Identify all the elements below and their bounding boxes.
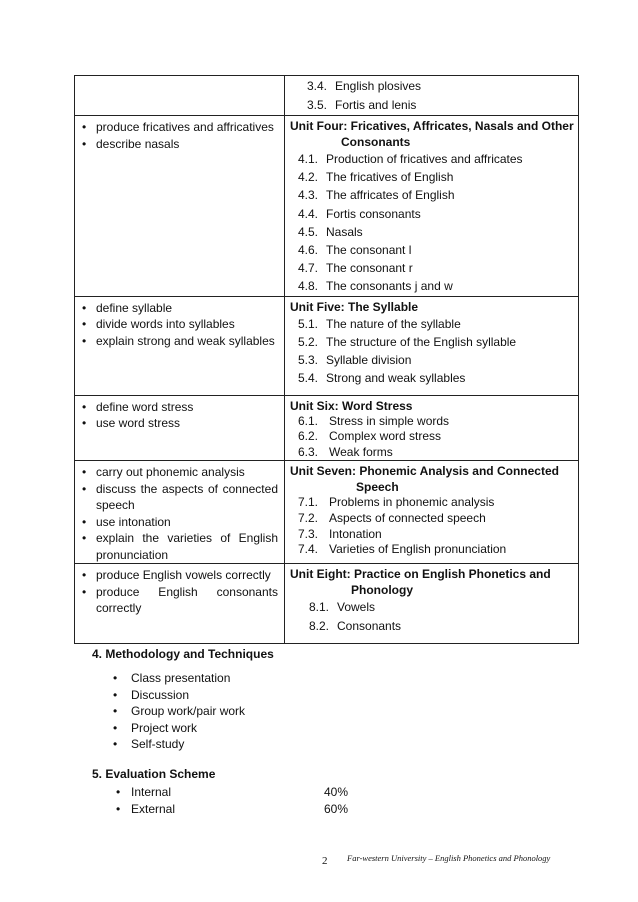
topic-number: 7.1. (298, 495, 319, 510)
topic-text: Nasals (326, 224, 363, 239)
contents-cell (285, 461, 579, 564)
objective-item: • discuss the aspects of connected speech (81, 481, 278, 514)
topic-number: 5.1. (298, 316, 319, 331)
topic-item (298, 445, 578, 461)
evaluation-value: 60% (324, 802, 349, 816)
table-row (75, 564, 579, 644)
methodology-item: • Group work/pair work (105, 703, 245, 720)
topic-number: 4.8. (298, 279, 319, 294)
objectives-cell (75, 116, 285, 297)
objectives-cell (75, 395, 285, 461)
topic-text: Weak forms (329, 444, 393, 459)
topic-item (307, 77, 578, 96)
topic-item (307, 96, 578, 115)
topic-text: The nature of the syllable (326, 316, 461, 331)
objectives-cell (75, 564, 285, 644)
topic-item (298, 277, 578, 295)
table-row (75, 116, 579, 297)
unit-title (285, 299, 578, 315)
topic-item (298, 241, 578, 259)
topic-text: Fortis and lenis (335, 97, 417, 112)
topic-number: 5.2. (298, 334, 319, 349)
evaluation-heading: 5. Evaluation Scheme (92, 767, 216, 781)
topic-text: Syllable division (326, 353, 412, 368)
objectives-list (75, 300, 284, 350)
unit-topics-list (285, 315, 578, 388)
methodology-heading: 4. Methodology and Techniques (92, 647, 274, 661)
table-row (75, 296, 579, 395)
methodology-list (105, 670, 245, 753)
unit-title-text: Unit Four: Fricatives, Affricates, Nasals and Other (290, 119, 574, 133)
topic-item (298, 168, 578, 186)
bullet-icon: • (116, 785, 121, 799)
topic-text: Problems in phonemic analysis (329, 495, 495, 510)
topic-item (298, 205, 578, 223)
topic-item (298, 333, 578, 351)
unit-topics-list (285, 150, 578, 296)
topic-text: Aspects of connected speech (329, 511, 486, 525)
topic-item (309, 598, 578, 617)
topic-number: 7.4. (298, 542, 319, 557)
topic-text: Varieties of English pronunciation (329, 542, 507, 557)
contents-cell (285, 395, 579, 461)
topic-item (298, 414, 578, 430)
topic-item (298, 527, 578, 543)
topic-number: 4.7. (298, 261, 319, 276)
objectives-cell (75, 461, 285, 564)
syllabus-table-body (75, 76, 579, 644)
topic-number: 6.3. (298, 444, 319, 459)
table-row (75, 461, 579, 564)
objectives-list (75, 567, 284, 617)
topic-text: Complex word stress (329, 429, 442, 444)
unit-topics-list (285, 77, 578, 114)
topic-number: 7.3. (298, 526, 319, 541)
topic-item (298, 351, 578, 369)
topic-item (298, 511, 578, 527)
topic-number: 4.2. (298, 170, 319, 185)
topic-item (298, 315, 578, 333)
topic-item (298, 223, 578, 241)
methodology-item: • Class presentation (105, 670, 245, 687)
topic-text: The consonant r (326, 261, 413, 276)
topic-number: 7.2. (298, 511, 319, 525)
objectives-cell (75, 76, 285, 116)
topic-text: The consonant l (326, 243, 412, 258)
objective-item: • define syllable (81, 300, 278, 317)
topic-number: 5.4. (298, 371, 319, 386)
objective-item: • define word stress (81, 399, 278, 416)
unit-title (285, 118, 578, 150)
methodology-item: • Discussion (105, 687, 245, 704)
topic-number: 4.3. (298, 188, 319, 203)
objective-item: • produce English vowels correctly (81, 567, 278, 584)
evaluation-label: External (131, 802, 176, 816)
topic-text: Stress in simple words (329, 413, 450, 428)
objectives-cell (75, 296, 285, 395)
objectives-list (75, 119, 284, 152)
objective-item: • explain strong and weak syllables (81, 333, 278, 350)
topic-number: 6.1. (298, 413, 319, 428)
topic-item (298, 369, 578, 387)
bullet-icon: • (116, 802, 121, 816)
unit-title-text: Unit Six: Word Stress (290, 398, 413, 413)
topic-text: English plosives (335, 79, 422, 93)
unit-title-text: Unit Five: The Syllable (290, 299, 419, 314)
topic-text: The fricatives of English (326, 170, 454, 185)
unit-topics-list (285, 598, 578, 635)
methodology-item: • Project work (105, 720, 245, 737)
topic-number: 4.1. (298, 152, 319, 166)
topic-item (298, 186, 578, 204)
topic-number: 6.2. (298, 429, 319, 444)
evaluation-value: 40% (324, 785, 349, 799)
topic-text: Strong and weak syllables (326, 371, 466, 386)
topic-number: 4.5. (298, 224, 319, 239)
objective-item: • use word stress (81, 415, 278, 432)
unit-title (285, 463, 578, 495)
unit-title-text: Unit Eight: Practice on English Phonetics and (290, 567, 551, 582)
topic-item (309, 617, 578, 636)
contents-cell (285, 296, 579, 395)
objective-item: • use intonation (81, 514, 278, 531)
unit-title-continuation: Consonants (341, 135, 411, 149)
objective-item: • produce fricatives and affricatives (81, 119, 278, 136)
topic-item (298, 495, 578, 511)
topic-number: 5.3. (298, 353, 319, 368)
topic-text: Production of fricatives and affricates (326, 152, 523, 166)
topic-text: The affricates of English (326, 188, 455, 203)
objective-item: • describe nasals (81, 136, 278, 153)
objective-item: • explain the varieties of English pronunciation (81, 530, 278, 563)
unit-title-continuation: Phonology (351, 583, 413, 598)
topic-text: Consonants (337, 618, 402, 633)
unit-title-continuation: Speech (356, 480, 399, 495)
objective-item: • divide words into syllables (81, 316, 278, 333)
unit-title (285, 398, 578, 414)
topic-number: 4.6. (298, 243, 319, 258)
topic-item (298, 259, 578, 277)
table-row (75, 76, 579, 116)
unit-title-text: Unit Seven: Phonemic Analysis and Connected (290, 464, 559, 479)
topic-text: Intonation (329, 526, 382, 541)
topic-number: 8.1. (309, 600, 330, 615)
topic-number: 3.4. (307, 79, 328, 93)
methodology-item: • Self-study (105, 736, 245, 753)
table-row (75, 395, 579, 461)
unit-topics-list (285, 414, 578, 461)
objective-item: • carry out phonemic analysis (81, 464, 278, 481)
topic-number: 8.2. (309, 618, 330, 633)
objectives-list (75, 399, 284, 432)
syllabus-table (74, 75, 579, 644)
topic-text: Vowels (337, 600, 376, 615)
footer-text: Far-western University – English Phonetics and Phonology (347, 853, 551, 863)
unit-topics-list (285, 495, 578, 557)
topic-item (298, 429, 578, 445)
topic-item (298, 150, 578, 168)
topic-text: Fortis consonants (326, 206, 421, 221)
topic-number: 4.4. (298, 206, 319, 221)
topic-number: 3.5. (307, 97, 328, 112)
contents-cell (285, 564, 579, 644)
contents-cell (285, 116, 579, 297)
topic-item (298, 542, 578, 558)
contents-cell (285, 76, 579, 116)
page-number: 2 (322, 855, 328, 867)
unit-title (285, 566, 578, 598)
topic-text: The structure of the English syllable (326, 334, 517, 349)
objective-item: • produce English consonants correctly (81, 584, 278, 617)
evaluation-label: Internal (131, 785, 172, 799)
topic-text: The consonants j and w (326, 279, 453, 294)
objectives-list (75, 464, 284, 563)
